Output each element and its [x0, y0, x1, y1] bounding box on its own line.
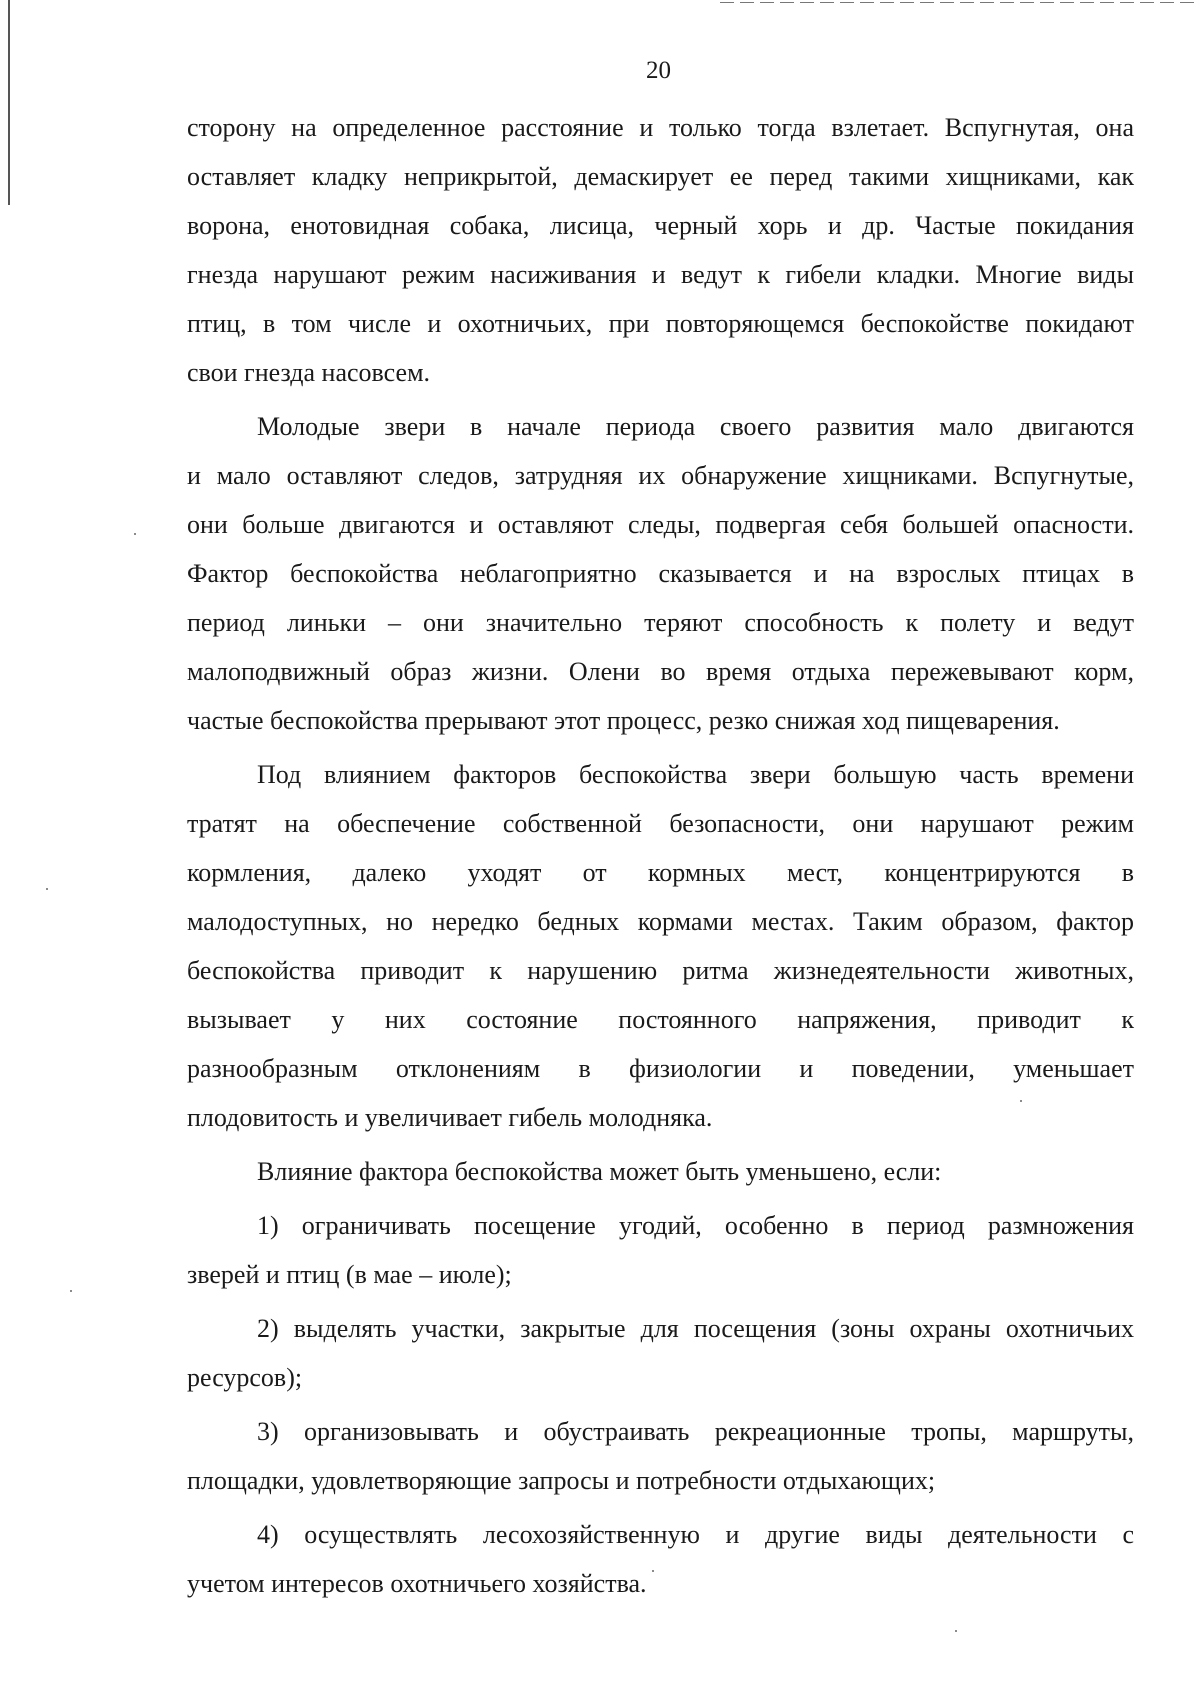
text-line: Влияние фактора беспокойства может быть уменьшено, если: [257, 1157, 942, 1186]
scan-edge-mark [720, 2, 1200, 3]
paragraph [187, 1147, 1134, 1196]
text-line: плодовитость и увеличивает гибель молодняка. [187, 1103, 713, 1132]
paragraph [187, 750, 1134, 1142]
text-line: ресурсов); [187, 1363, 303, 1392]
text-line: Фактор беспокойства неблагоприятно сказывается и на взрослых птицах в [187, 559, 1134, 588]
text-line: вызывает у них состояние постоянного напряжения, приводит к [187, 1005, 1134, 1034]
paragraph [187, 1510, 1134, 1608]
text-line: площадки, удовлетворяющие запросы и потребности отдыхающих; [187, 1466, 936, 1495]
text-line: 4) осуществлять лесохозяйственную и другие виды деятельности с [257, 1520, 1134, 1549]
text-line: сторону на определенное расстояние и только тогда взлетает. Вспугнутая, она [187, 113, 1134, 142]
text-line: оставляет кладку неприкрытой, демаскирует ее перед такими хищниками, как [187, 162, 1134, 191]
paragraph [187, 103, 1134, 397]
text-line: тратят на обеспечение собственной безопасности, они нарушают режим [187, 809, 1134, 838]
text-line: птиц, в том числе и охотничьих, при повторяющемся беспокойстве покидают [187, 309, 1134, 338]
text-line: 3) организовывать и обустраивать рекреационные тропы, маршруты, [257, 1417, 1134, 1446]
text-line: 2) выделять участки, закрытые для посещения (зоны охраны охотничьих [257, 1314, 1134, 1343]
text-line: разнообразным отклонениям в физиологии и поведении, уменьшает [187, 1054, 1134, 1083]
paragraph [187, 1201, 1134, 1299]
scan-edge-mark [8, 0, 10, 205]
paragraph [187, 1304, 1134, 1402]
text-line: учетом интересов охотничьего хозяйства. [187, 1569, 647, 1598]
text-line: они больше двигаются и оставляют следы, подвергая себя большей опасности. [187, 510, 1134, 539]
scan-speck [46, 888, 48, 890]
scan-speck [70, 1290, 72, 1292]
text-line: Молодые звери в начале периода своего развития мало двигаются [257, 412, 1134, 441]
text-line: 1) ограничивать посещение угодий, особенно в период размножения [257, 1211, 1134, 1240]
text-line: малодоступных, но нередко бедных кормами местах. Таким образом, фактор [187, 907, 1134, 936]
text-line: беспокойства приводит к нарушению ритма жизнедеятельности животных, [187, 956, 1134, 985]
text-line: период линьки – они значительно теряют способность к полету и ведут [187, 608, 1134, 637]
text-line: кормления, далеко уходят от кормных мест, концентрируются в [187, 858, 1134, 887]
paragraph [187, 402, 1134, 745]
scan-speck [955, 1630, 957, 1632]
text-line: частые беспокойства прерывают этот процесс, резко снижая ход пищеварения. [187, 706, 1060, 735]
text-line: малоподвижный образ жизни. Олени во время отдыха пережевывают корм, [187, 657, 1134, 686]
text-line: гнезда нарушают режим насиживания и ведут к гибели кладки. Многие виды [187, 260, 1134, 289]
text-body [187, 103, 1134, 1608]
text-line: Под влиянием факторов беспокойства звери большую часть времени [257, 760, 1134, 789]
text-line: ворона, енотовидная собака, лисица, черный хорь и др. Частые покидания [187, 211, 1134, 240]
text-line: зверей и птиц (в мае – июле); [187, 1260, 512, 1289]
text-line: свои гнезда насовсем. [187, 358, 431, 387]
paragraph [187, 1407, 1134, 1505]
page-number: 20 [646, 57, 671, 84]
text-line: и мало оставляют следов, затрудняя их обнаружение хищниками. Вспугнутые, [187, 461, 1134, 490]
scan-speck [134, 533, 136, 535]
